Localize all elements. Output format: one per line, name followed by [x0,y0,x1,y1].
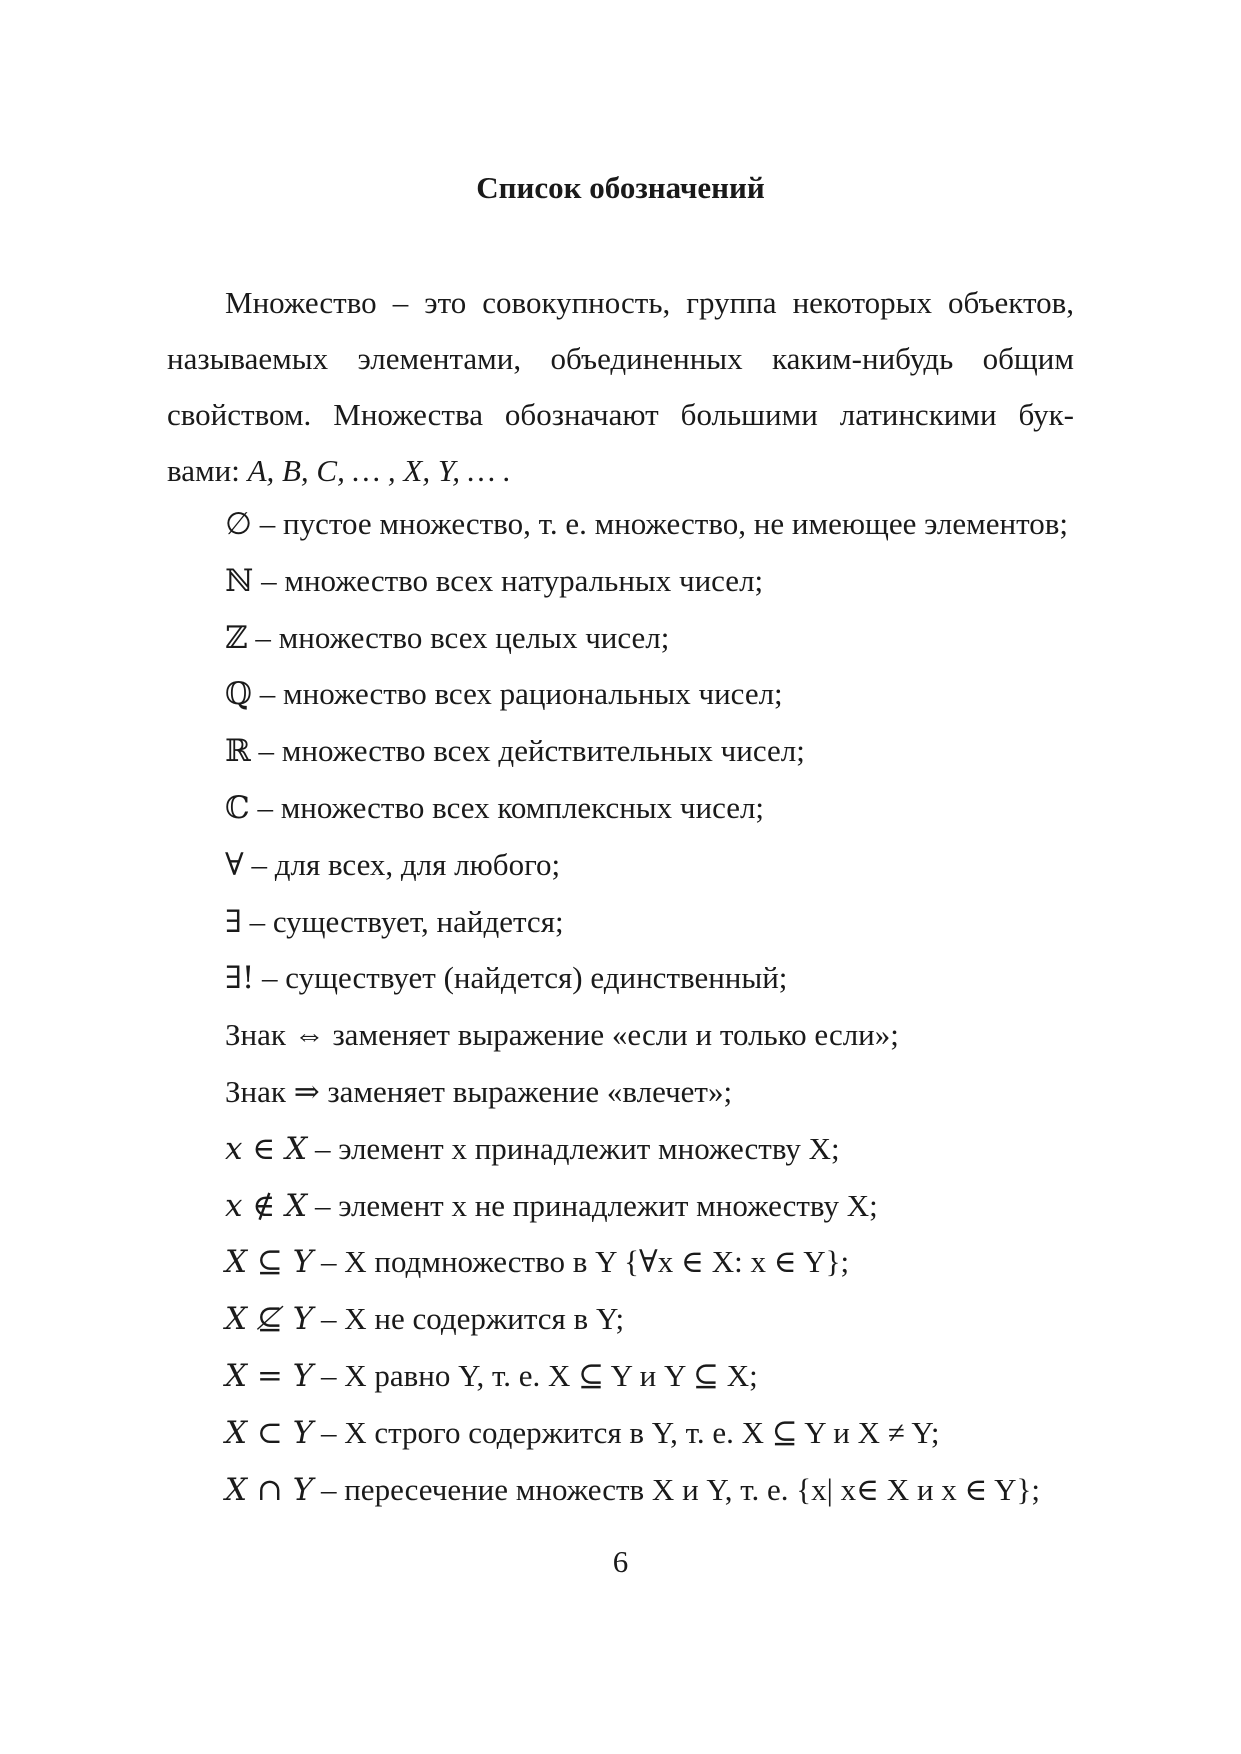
definition-symbol: X ⊈ Y [225,1301,314,1338]
definition-symbol: ℤ [225,619,248,656]
definition-text: – элемент x не принадлежит множеству X; [307,1187,878,1223]
definition-symbol: x ∈ X [225,1130,308,1167]
definition-text: – X подмножество в Y {∀x ∈ X: x ∈ Y}; [313,1244,850,1280]
definition-item [225,1348,1095,1405]
definition-text: – элемент x принадлежит множеству X; [307,1130,840,1166]
definition-item [225,1234,1095,1291]
definition-item [225,1291,1095,1348]
definition-symbol: ℚ [225,676,253,713]
definition-symbol: ℕ [225,562,254,599]
definition-symbol: ∅ [225,506,253,542]
page-title: Список обозначений [476,170,765,205]
definition-item [225,1064,1095,1121]
definition-symbol: ∃ [225,903,242,940]
definition-item [225,666,1095,723]
definition-item [225,553,1095,610]
definition-text: – множество всех комплексных чисел; [249,789,765,825]
definition-symbol: X ⊆ Y [225,1244,314,1281]
definition-item [225,950,1095,1007]
definition-symbol: X ⊂ Y [225,1414,314,1451]
definition-text: Знак ⇒ заменяет выражение «влечет»; [225,1073,733,1109]
definition-item [225,1462,1095,1519]
definition-text: – существует (найдется) единственный; [254,960,788,996]
definition-text: – для всех, для любого; [243,846,561,882]
definition-item [225,1178,1095,1235]
definition-text: – множество всех действительных чисел; [250,733,805,769]
definition-item [225,837,1095,894]
page-number: 6 [612,1544,629,1579]
definition-item [225,610,1095,667]
definition-item [225,496,1095,553]
intro-paragraph [167,275,1074,499]
definition-item [225,1121,1095,1178]
definition-symbol: x ∉ X [225,1187,308,1224]
definition-text: – X не содержится в Y; [313,1301,625,1337]
definition-item [225,894,1095,951]
intro-math: A, B, C, … , X, Y, … . [247,453,511,488]
definition-item [225,1405,1095,1462]
definition-text: Знак ⇔ заменяет выражение «если и только если»; [225,1017,899,1053]
definition-text: – пересечение множеств X и Y, т. е. {x| x∈ X и x ∈ Y}; [313,1471,1040,1507]
definition-text: – множество всех натуральных чисел; [253,562,764,598]
definition-symbol: ℂ [225,789,250,826]
definition-text: – X строго содержится в Y, т. е. X ⊆ Y и X ≠ Y; [313,1414,940,1450]
definition-symbol: ℝ [225,733,251,770]
definitions-list [225,496,1095,1518]
definition-text: – пустое множество, т. е. множество, не имеющее элементов; [252,506,1068,541]
definition-text: – X равно Y, т. е. X ⊆ Y и Y ⊆ X; [313,1357,758,1393]
definition-item [225,780,1095,837]
definition-text: – множество всех рациональных чисел; [252,676,783,712]
definition-item [225,723,1095,780]
definition-symbol: X = Y [225,1357,314,1394]
intro-text: Множество – это совокупность, группа некоторых объектов, называемых элементами, объединенных каким-нибудь общим свойством. Множества обозначают большими латинскими бук-вами: [167,285,1074,488]
definition-item [225,1007,1095,1064]
definition-symbol: ∃! [225,960,255,997]
definition-text: – существует, найдется; [241,903,564,939]
definition-symbol: X ∩ Y [225,1471,314,1508]
definition-symbol: ∀ [225,846,244,883]
definition-text: – множество всех целых чисел; [247,619,670,655]
